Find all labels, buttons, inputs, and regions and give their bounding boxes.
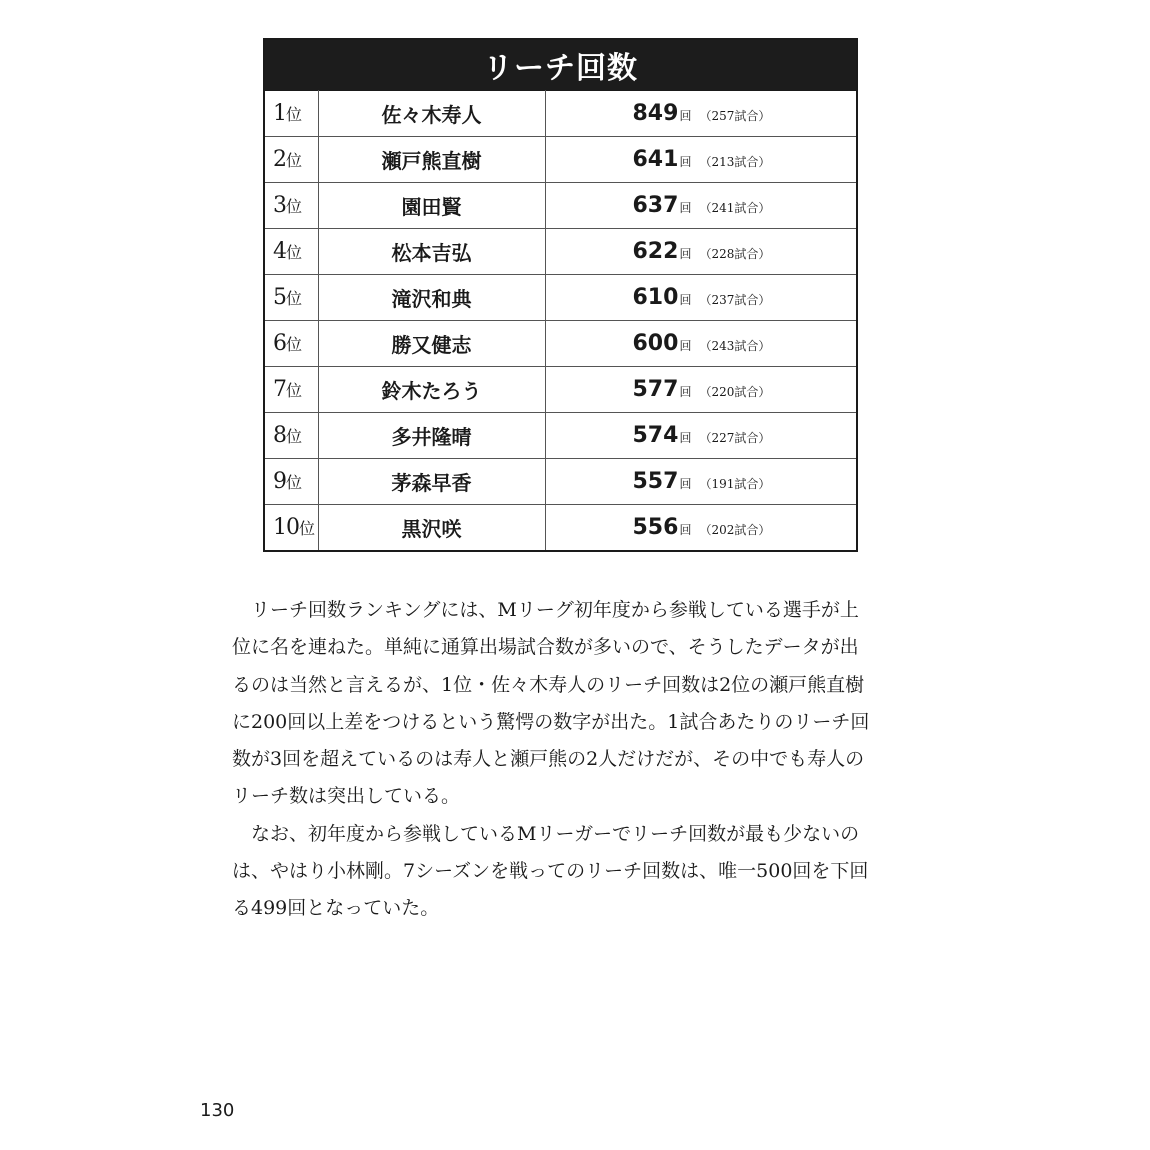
reach-value-cell bbox=[545, 413, 856, 459]
table-row bbox=[265, 367, 856, 413]
text-line: 位に名を連ねた。単純に通算出場試合数が多いので、そうしたデータが出 bbox=[232, 636, 859, 659]
rank-suffix: 位 bbox=[286, 151, 302, 170]
player-name: 滝沢和典 bbox=[318, 275, 545, 321]
reach-unit: 回 bbox=[679, 477, 692, 491]
player-name: 勝又健志 bbox=[318, 321, 545, 367]
rank-suffix: 位 bbox=[286, 335, 302, 354]
rank-suffix: 位 bbox=[286, 105, 302, 124]
reach-unit: 回 bbox=[679, 109, 692, 123]
reach-value-cell bbox=[545, 183, 856, 229]
text-line: に200回以上差をつけるという驚愕の数字が出た。1試合あたりのリーチ回 bbox=[232, 710, 870, 733]
reach-value-cell bbox=[545, 137, 856, 183]
reach-value-cell bbox=[545, 229, 856, 275]
player-name: 多井隆晴 bbox=[318, 413, 545, 459]
text-line: リーチ回数ランキングには、Mリーグ初年度から参戦している選手が上 bbox=[251, 599, 859, 621]
games-played: （241試合） bbox=[699, 201, 771, 215]
reach-value-cell bbox=[545, 321, 856, 367]
games-played: （220試合） bbox=[699, 385, 771, 399]
reach-value-cell bbox=[545, 505, 856, 551]
reach-unit: 回 bbox=[679, 523, 692, 537]
rank-cell bbox=[265, 321, 318, 367]
reach-count: 637 bbox=[632, 193, 679, 218]
player-name: 黒沢咲 bbox=[318, 505, 545, 551]
table-row bbox=[265, 321, 856, 367]
rank-number: 4 bbox=[273, 239, 286, 264]
rank-number: 5 bbox=[273, 285, 286, 310]
text-line: 数が3回を超えているのは寿人と瀬戸熊の2人だけだが、その中でも寿人の bbox=[232, 748, 865, 771]
player-name: 佐々木寿人 bbox=[318, 91, 545, 137]
rank-cell bbox=[265, 505, 318, 551]
rank-suffix: 位 bbox=[286, 427, 302, 446]
rank-cell bbox=[265, 91, 318, 137]
rank-cell bbox=[265, 229, 318, 275]
table-row bbox=[265, 275, 856, 321]
table-row bbox=[265, 413, 856, 459]
games-played: （202試合） bbox=[699, 523, 771, 537]
reach-count: 574 bbox=[632, 423, 679, 448]
rank-suffix: 位 bbox=[286, 381, 302, 400]
reach-unit: 回 bbox=[679, 201, 692, 215]
text-line: リーチ数は突出している。 bbox=[232, 785, 461, 808]
player-name: 鈴木たろう bbox=[318, 367, 545, 413]
rank-suffix: 位 bbox=[286, 197, 302, 216]
reach-unit: 回 bbox=[679, 339, 692, 353]
text-line: る499回となっていた。 bbox=[232, 897, 440, 920]
rank-suffix: 位 bbox=[286, 289, 302, 308]
reach-count: 622 bbox=[632, 239, 679, 264]
rank-number: 10 bbox=[273, 515, 299, 540]
reach-value-cell bbox=[545, 275, 856, 321]
reach-unit: 回 bbox=[679, 247, 692, 261]
table-row bbox=[265, 505, 856, 551]
table-row bbox=[265, 459, 856, 505]
ranking-table bbox=[265, 90, 856, 550]
rank-suffix: 位 bbox=[286, 473, 302, 492]
rank-number: 6 bbox=[273, 331, 286, 356]
rank-number: 8 bbox=[273, 423, 286, 448]
table-row bbox=[265, 183, 856, 229]
table-row bbox=[265, 137, 856, 183]
rank-cell bbox=[265, 137, 318, 183]
page-number: 130 bbox=[200, 1100, 235, 1121]
table-row bbox=[265, 229, 856, 275]
games-played: （227試合） bbox=[699, 431, 771, 445]
rank-number: 1 bbox=[273, 101, 286, 126]
reach-count: 600 bbox=[632, 331, 679, 356]
body-text bbox=[232, 592, 902, 928]
rank-cell bbox=[265, 413, 318, 459]
rank-cell bbox=[265, 183, 318, 229]
text-line: るのは当然と言えるが、1位・佐々木寿人のリーチ回数は2位の瀬戸熊直樹 bbox=[232, 673, 865, 696]
reach-count: 577 bbox=[632, 377, 679, 402]
games-played: （228試合） bbox=[699, 247, 771, 261]
paragraph-2 bbox=[232, 816, 902, 928]
table-row bbox=[265, 91, 856, 137]
rank-number: 9 bbox=[273, 469, 286, 494]
rank-suffix: 位 bbox=[299, 519, 315, 538]
text-line: は、やはり小林剛。7シーズンを戦ってのリーチ回数は、唯一500回を下回 bbox=[232, 860, 869, 883]
reach-count: 557 bbox=[632, 469, 679, 494]
games-played: （243試合） bbox=[699, 339, 771, 353]
player-name: 園田賢 bbox=[318, 183, 545, 229]
table-title: リーチ回数 bbox=[265, 40, 856, 90]
reach-value-cell bbox=[545, 367, 856, 413]
rank-cell bbox=[265, 459, 318, 505]
rank-number: 2 bbox=[273, 147, 286, 172]
games-played: （191試合） bbox=[699, 477, 771, 491]
reach-unit: 回 bbox=[679, 431, 692, 445]
reach-unit: 回 bbox=[679, 385, 692, 399]
rank-suffix: 位 bbox=[286, 243, 302, 262]
reach-count: 849 bbox=[632, 101, 679, 126]
reach-value-cell bbox=[545, 91, 856, 137]
reach-unit: 回 bbox=[679, 293, 692, 307]
rank-cell bbox=[265, 275, 318, 321]
games-played: （213試合） bbox=[699, 155, 771, 169]
reach-count-table bbox=[263, 38, 858, 552]
player-name: 松本吉弘 bbox=[318, 229, 545, 275]
games-played: （237試合） bbox=[699, 293, 771, 307]
reach-count: 641 bbox=[632, 147, 679, 172]
rank-cell bbox=[265, 367, 318, 413]
games-played: （257試合） bbox=[699, 109, 771, 123]
rank-number: 7 bbox=[273, 377, 286, 402]
reach-count: 610 bbox=[632, 285, 679, 310]
reach-unit: 回 bbox=[679, 155, 692, 169]
paragraph-1 bbox=[232, 592, 902, 816]
reach-value-cell bbox=[545, 459, 856, 505]
player-name: 茅森早香 bbox=[318, 459, 545, 505]
reach-count: 556 bbox=[632, 515, 679, 540]
rank-number: 3 bbox=[273, 193, 286, 218]
player-name: 瀬戸熊直樹 bbox=[318, 137, 545, 183]
text-line: なお、初年度から参戦しているMリーガーでリーチ回数が最も少ないの bbox=[251, 822, 860, 845]
